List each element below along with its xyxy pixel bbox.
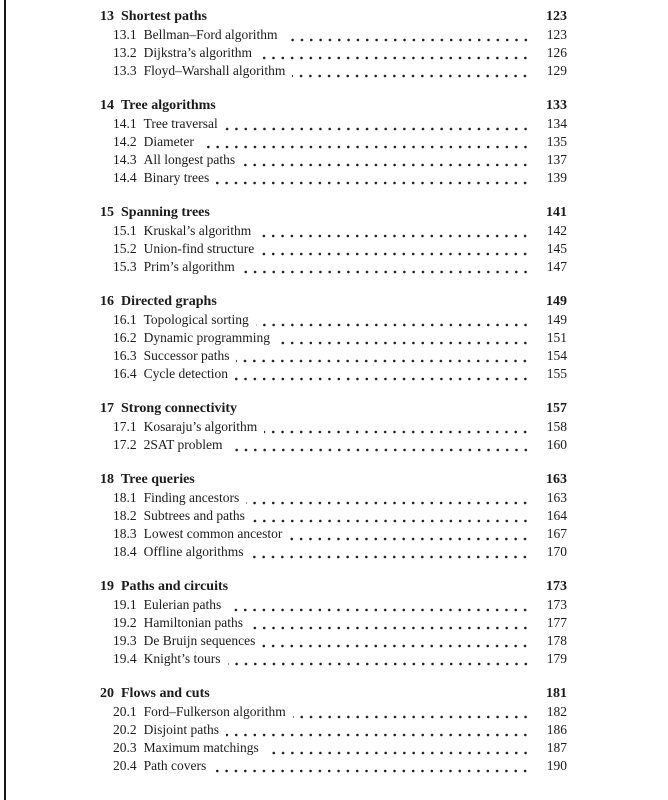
chapter-page-number: 123 [546, 9, 567, 24]
chapter-heading-row [100, 471, 567, 489]
chapter-title: Tree queries [121, 472, 195, 487]
toc-chapter [100, 400, 567, 454]
section-row [100, 169, 567, 187]
dot-leader [216, 169, 532, 187]
chapter-number: 16 [100, 294, 114, 309]
section-number: 17.1 [113, 419, 137, 434]
section-number: 20.1 [113, 704, 137, 719]
dot-leader [292, 62, 532, 80]
section-number: 19.1 [113, 597, 137, 612]
heading-spacer [210, 204, 540, 222]
chapter-heading-row [100, 8, 567, 26]
dot-leader [228, 650, 532, 668]
section-title: Topological sorting [143, 312, 249, 327]
dot-leader [201, 133, 532, 151]
chapter-title: Strong connectivity [121, 401, 238, 416]
dot-leader [261, 240, 532, 258]
section-page-number: 123 [546, 27, 567, 42]
section-row [100, 115, 567, 133]
chapter-number: 20 [100, 686, 114, 701]
section-page-number: 149 [546, 312, 567, 327]
section-row [100, 151, 567, 169]
chapter-title: Spanning trees [121, 205, 210, 220]
section-number: 13.3 [113, 63, 137, 78]
section-number: 15.1 [113, 223, 137, 238]
dot-leader [258, 222, 532, 240]
section-title: Eulerian paths [143, 597, 222, 612]
section-page-number: 182 [546, 704, 567, 719]
section-number: 16.3 [113, 348, 137, 363]
section-title: Tree traversal [143, 116, 218, 131]
section-row [100, 418, 567, 436]
section-row [100, 26, 567, 44]
dot-leader [228, 596, 532, 614]
dot-leader [264, 418, 532, 436]
section-number: 16.1 [113, 312, 137, 327]
heading-spacer [210, 685, 540, 703]
chapter-page-number: 181 [546, 686, 567, 701]
chapter-page-number: 149 [546, 294, 567, 309]
section-number: 16.2 [113, 330, 137, 345]
section-row [100, 596, 567, 614]
chapter-heading-row [100, 400, 567, 418]
section-title: Dijkstra’s algorithm [143, 45, 252, 60]
dot-leader [213, 757, 532, 775]
section-row [100, 507, 567, 525]
chapter-title: Flows and cuts [121, 686, 210, 701]
section-page-number: 151 [546, 330, 567, 345]
dot-leader [289, 525, 532, 543]
chapter-number: 17 [100, 401, 114, 416]
section-title: Ford–Fulkerson algorithm [143, 704, 286, 719]
toc-chapter [100, 293, 567, 383]
section-row [100, 632, 567, 650]
chapter-heading-row [100, 685, 567, 703]
section-page-number: 134 [546, 116, 567, 131]
section-title: Floyd–Warshall algorithm [143, 63, 286, 78]
section-number: 16.4 [113, 366, 137, 381]
section-page-number: 179 [546, 651, 567, 666]
section-number: 18.4 [113, 544, 137, 559]
section-number: 19.2 [113, 615, 137, 630]
section-row [100, 614, 567, 632]
section-row [100, 757, 567, 775]
dot-leader [235, 365, 532, 383]
section-page-number: 158 [546, 419, 567, 434]
section-title: Union-find structure [143, 241, 255, 256]
dot-leader [259, 44, 532, 62]
section-row [100, 543, 567, 561]
section-title: Prim’s algorithm [143, 259, 235, 274]
section-number: 19.4 [113, 651, 137, 666]
chapter-heading-row [100, 293, 567, 311]
section-page-number: 186 [546, 722, 567, 737]
section-page-number: 129 [546, 63, 567, 78]
chapter-heading-row [100, 578, 567, 596]
section-title: Successor paths [143, 348, 230, 363]
section-title: All longest paths [143, 152, 236, 167]
section-row [100, 525, 567, 543]
heading-spacer [216, 97, 540, 115]
section-title: Maximum matchings [143, 740, 259, 755]
section-page-number: 126 [546, 45, 567, 60]
section-row [100, 258, 567, 276]
dot-leader [250, 543, 532, 561]
chapter-heading-row [100, 204, 567, 222]
dot-leader [293, 703, 532, 721]
dot-leader [236, 347, 532, 365]
dot-leader [226, 721, 532, 739]
section-title: Lowest common ancestor [143, 526, 283, 541]
section-page-number: 142 [546, 223, 567, 238]
toc-chapter [100, 204, 567, 276]
section-page-number: 164 [546, 508, 567, 523]
toc-chapter [100, 578, 567, 668]
toc-chapter [100, 685, 567, 775]
chapter-number: 13 [100, 9, 114, 24]
chapter-number: 14 [100, 98, 114, 113]
section-page-number: 147 [546, 259, 567, 274]
section-page-number: 190 [546, 758, 567, 773]
toc-chapter [100, 8, 567, 80]
section-row [100, 347, 567, 365]
section-number: 20.2 [113, 722, 137, 737]
section-page-number: 163 [546, 490, 567, 505]
section-page-number: 145 [546, 241, 567, 256]
section-title: Binary trees [143, 170, 210, 185]
dot-leader [256, 311, 532, 329]
dot-leader [285, 26, 533, 44]
section-page-number: 135 [546, 134, 567, 149]
section-title: Dynamic programming [143, 330, 270, 345]
section-row [100, 44, 567, 62]
heading-spacer [237, 400, 540, 418]
page-edge-line [4, 0, 6, 800]
section-number: 20.4 [113, 758, 137, 773]
section-row [100, 222, 567, 240]
chapter-page-number: 141 [546, 205, 567, 220]
section-title: Knight’s tours [143, 651, 221, 666]
section-row [100, 436, 567, 454]
section-number: 19.3 [113, 633, 137, 648]
section-number: 15.3 [113, 259, 137, 274]
section-row [100, 721, 567, 739]
chapter-title: Directed graphs [121, 294, 217, 309]
dot-leader [230, 436, 532, 454]
dot-leader [252, 507, 532, 525]
section-title: Diameter [143, 134, 194, 149]
section-title: Cycle detection [143, 366, 228, 381]
section-number: 15.2 [113, 241, 137, 256]
chapter-page-number: 173 [546, 579, 567, 594]
section-page-number: 177 [546, 615, 567, 630]
section-row [100, 489, 567, 507]
section-number: 18.1 [113, 490, 137, 505]
table-of-contents [100, 8, 567, 792]
chapter-heading-row [100, 97, 567, 115]
section-title: Bellman–Ford algorithm [143, 27, 278, 42]
chapter-title: Shortest paths [121, 9, 207, 24]
section-title: Offline algorithms [143, 544, 244, 559]
section-page-number: 154 [546, 348, 567, 363]
section-page-number: 137 [546, 152, 567, 167]
section-row [100, 739, 567, 757]
dot-leader [225, 115, 532, 133]
section-number: 13.1 [113, 27, 137, 42]
chapter-number: 15 [100, 205, 114, 220]
section-row [100, 703, 567, 721]
section-number: 18.2 [113, 508, 137, 523]
section-row [100, 329, 567, 347]
toc-chapter [100, 471, 567, 561]
section-row [100, 365, 567, 383]
section-row [100, 240, 567, 258]
heading-spacer [228, 578, 540, 596]
section-title: Finding ancestors [143, 490, 240, 505]
section-page-number: 167 [546, 526, 567, 541]
section-title: 2SAT problem [143, 437, 223, 452]
section-number: 18.3 [113, 526, 137, 541]
section-number: 14.3 [113, 152, 137, 167]
section-title: Path covers [143, 758, 207, 773]
section-page-number: 178 [546, 633, 567, 648]
section-title: Disjoint paths [143, 722, 220, 737]
dot-leader [250, 614, 532, 632]
section-page-number: 173 [546, 597, 567, 612]
section-number: 14.1 [113, 116, 137, 131]
section-title: Hamiltonian paths [143, 615, 243, 630]
section-page-number: 187 [546, 740, 567, 755]
heading-spacer [207, 8, 540, 26]
section-number: 13.2 [113, 45, 137, 60]
heading-spacer [195, 471, 540, 489]
chapter-number: 18 [100, 472, 114, 487]
heading-spacer [217, 293, 540, 311]
section-title: Kosaraju’s algorithm [143, 419, 258, 434]
section-page-number: 155 [546, 366, 567, 381]
section-row [100, 650, 567, 668]
dot-leader [242, 151, 532, 169]
section-title: De Bruijn sequences [143, 633, 256, 648]
section-title: Kruskal’s algorithm [143, 223, 252, 238]
section-number: 17.2 [113, 437, 137, 452]
section-number: 14.2 [113, 134, 137, 149]
section-number: 14.4 [113, 170, 137, 185]
dot-leader [246, 489, 532, 507]
toc-chapter [100, 97, 567, 187]
chapter-page-number: 163 [546, 472, 567, 487]
section-page-number: 160 [546, 437, 567, 452]
section-page-number: 170 [546, 544, 567, 559]
section-row [100, 311, 567, 329]
section-row [100, 133, 567, 151]
chapter-page-number: 133 [546, 98, 567, 113]
dot-leader [262, 632, 532, 650]
chapter-page-number: 157 [546, 401, 567, 416]
chapter-title: Paths and circuits [121, 579, 229, 594]
chapter-number: 19 [100, 579, 114, 594]
section-row [100, 62, 567, 80]
dot-leader [277, 329, 532, 347]
section-title: Subtrees and paths [143, 508, 245, 523]
chapter-title: Tree algorithms [121, 98, 216, 113]
dot-leader [242, 258, 532, 276]
section-page-number: 139 [546, 170, 567, 185]
dot-leader [266, 739, 532, 757]
section-number: 20.3 [113, 740, 137, 755]
